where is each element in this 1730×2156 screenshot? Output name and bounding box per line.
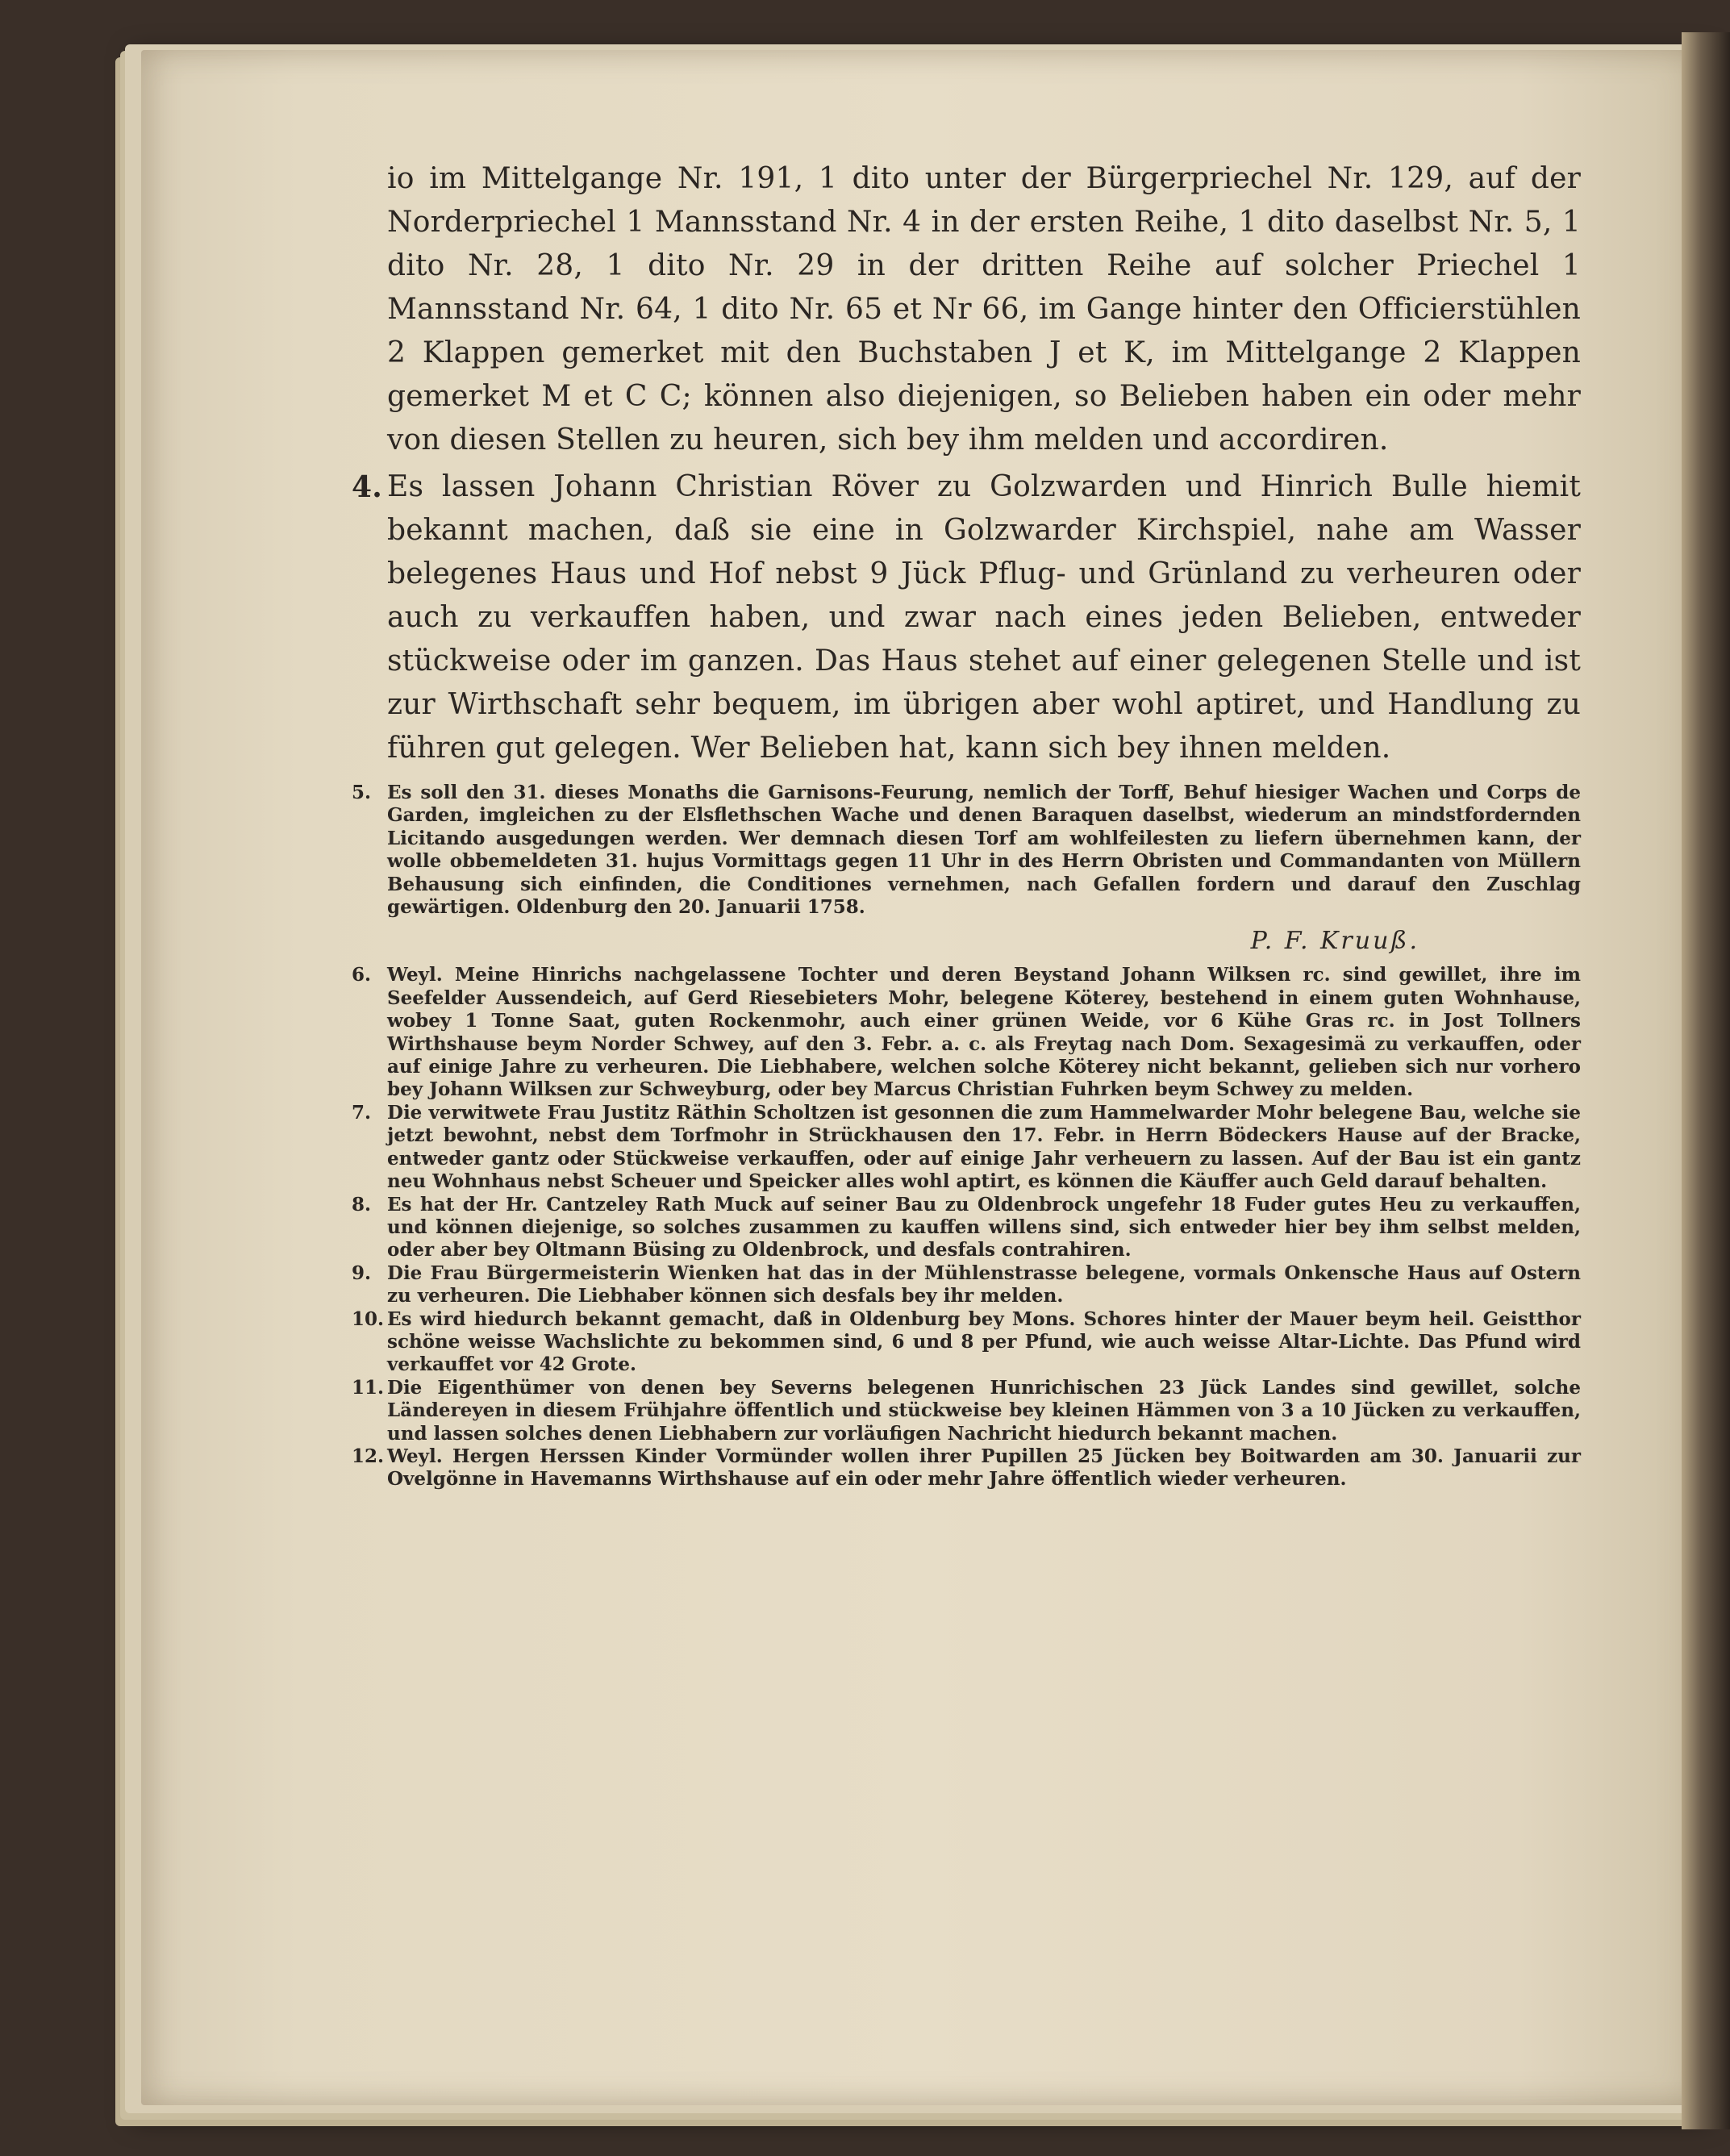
book-gutter — [1682, 32, 1730, 2129]
item-text: Die verwitwete Frau Justitz Räthin Scholtzen ist gesonnen die zum Hammelwarder Mohr belegene Bau, welche sie jetzt bewohnt, nebst dem Torfmohr in Strückhausen den 17. Febr. in Herrn Bödeckers Hause auf der Bracke, entweder gantz oder Stückweise verkauffen, oder auf einige Jahr verheuern zu lassen. Auf der Bau ist ein gantz neu Wohnhaus nebst Scheuer und Speicker alles wohl aptirt, es können die Käuffer auch Geld darauf behalten. — [387, 1101, 1581, 1193]
item-text: Die Frau Bürgermeisterin Wienken hat das in der Mühlenstrasse belegene, vormals Onkensche Haus auf Ostern zu verheuren. Die Liebhaber können sich desfals bey ihr melden. — [387, 1261, 1581, 1307]
item-text: Weyl. Meine Hinrichs nachgelassene Tochter und deren Beystand Johann Wilksen rc. sind gewillet, ihre im Seefelder Aussendeich, auf Gerd Riesebieters Mohr, belegene Köterey, bestehend in einem guten Wohnhause, wobey 1 Tonne Saat, guten Rockenmohr, auch einer grünen Weide, vor 6 Kühe Gras rc. in Jost Tollners Wirthshause beym Norder Schwey, auf den 3. Febr. a. c. als Freytag nach Dom. Sexagesimä zu verkauffen, oder auf einige Jahre zu verheuren. Die Liebhabere, welchen solche Köterey nicht bekannt, gelieben sich nur vorhero bey Johann Wilksen zur Schweyburg, oder bey Marcus Christian Fuhrken beym Schwey zu melden. — [387, 964, 1581, 1101]
item-8 — [352, 1193, 1581, 1262]
item-5 — [352, 782, 1581, 919]
item-9 — [352, 1261, 1581, 1308]
item-4 — [352, 465, 1581, 770]
item-12 — [352, 1445, 1581, 1491]
item-number: 6. — [352, 964, 372, 986]
item-10 — [352, 1307, 1581, 1377]
item-7 — [352, 1101, 1581, 1194]
item-number: 9. — [352, 1261, 372, 1284]
item-number: 8. — [352, 1193, 372, 1216]
item-number: 12. — [352, 1445, 385, 1467]
item-6 — [352, 964, 1581, 1101]
item-number: 10. — [352, 1307, 385, 1330]
page-content — [352, 157, 1581, 1491]
item-number: 11. — [352, 1376, 385, 1399]
item-text: Es soll den 31. dieses Monaths die Garnisons-Feurung, nemlich der Torff, Behuf hiesiger Wachen und Corps de Garden, imgleichen zu der Elsflethschen Wache und denen Baraquen daselbst, wiederum an mindstfordernden Licitando ausgedungen werden. Wer demnach diesen Torf am wohlfeilesten zu liefern übernehmen kann, der wolle obbemeldeten 31. hujus Vormittags gegen 11 Uhr in des Herrn Obristen und Commandanten von Müllern Behausung sich einfinden, die Conditiones vernehmen, nach Gefallen fordern und darauf den Zuschlag gewärtigen. Oldenburg den 20. Januarii 1758. — [387, 782, 1581, 919]
signature: P. F. Kruuß. — [1250, 927, 1419, 956]
item-11 — [352, 1376, 1581, 1445]
item-text: Es hat der Hr. Cantzeley Rath Muck auf seiner Bau zu Oldenbrock ungefehr 18 Fuder gutes Heu zu verkauffen, und können diejenige, so solches zusammen zu kauffen willens sind, sich entweder hier bey ihm selbst melden, oder aber bey Oltmann Büsing zu Oldenbrock, und desfals contrahiren. — [387, 1193, 1581, 1261]
item-number: 4. — [352, 470, 382, 504]
item-text: Es lassen Johann Christian Röver zu Golzwarden und Hinrich Bulle hiemit bekannt machen, daß sie eine in Golzwarder Kirchspiel, nahe am Wasser belegenes Haus und Hof nebst 9 Jück Pflug- und Grünland zu verheuren oder auch zu verkauffen haben, und zwar nach eines jeden Belieben, entweder stückweise oder im ganzen. Das Haus stehet auf einer gelegenen Stelle und ist zur Wirthschaft sehr bequem, im übrigen aber wohl aptiret, und Handlung zu führen gut gelegen. Wer Belieben hat, kann sich bey ihnen melden. — [387, 470, 1581, 765]
item-number: 5. — [352, 782, 372, 803]
item-number: 7. — [352, 1101, 372, 1124]
item-text: Die Eigenthümer von denen bey Severns belegenen Hunrichischen 23 Jück Landes sind gewillet, solche Ländereyen in diesem Frühjahre öffentlich und stückweise bey kleinen Hämmen von 3 a 10 Jücken zu verkauffen, und lassen solches denen Liebhabern zur vorläufigen Nachricht hiedurch bekannt machen. — [387, 1376, 1581, 1445]
paragraph-continuation: io im Mittelgange Nr. 191, 1 dito unter der Bürgerpriechel Nr. 129, auf der Norderpriechel 1 Mannsstand Nr. 4 in der ersten Reihe, 1 dito daselbst Nr. 5, 1 dito Nr. 28, 1 dito Nr. 29 in der dritten Reihe auf solcher Priechel 1 Mannsstand Nr. 64, 1 dito Nr. 65 et Nr 66, im Gange hinter den Officierstühlen 2 Klappen gemerket mit den Buchstaben J et K, im Mittelgange 2 Klappen gemerket M et C C; können also diejenigen, so Belieben haben ein oder mehr von diesen Stellen zu heuren, sich bey ihm melden und accordiren. — [387, 162, 1581, 457]
item-text: Es wird hiedurch bekannt gemacht, daß in Oldenburg bey Mons. Schores hinter der Mauer beym heil. Geistthor schöne weisse Wachslichte zu bekommen sind, 6 und 8 per Pfund, wie auch weisse Altar-Lichte. Das Pfund wird verkauffet vor 42 Grote. — [387, 1307, 1581, 1376]
item-text: Weyl. Hergen Herssen Kinder Vormünder wollen ihrer Pupillen 25 Jücken bey Boitwarden am 30. Januarii zur Ovelgönne in Havemanns Wirthshause auf ein oder mehr Jahre öffentlich wieder verheuren. — [387, 1445, 1581, 1491]
